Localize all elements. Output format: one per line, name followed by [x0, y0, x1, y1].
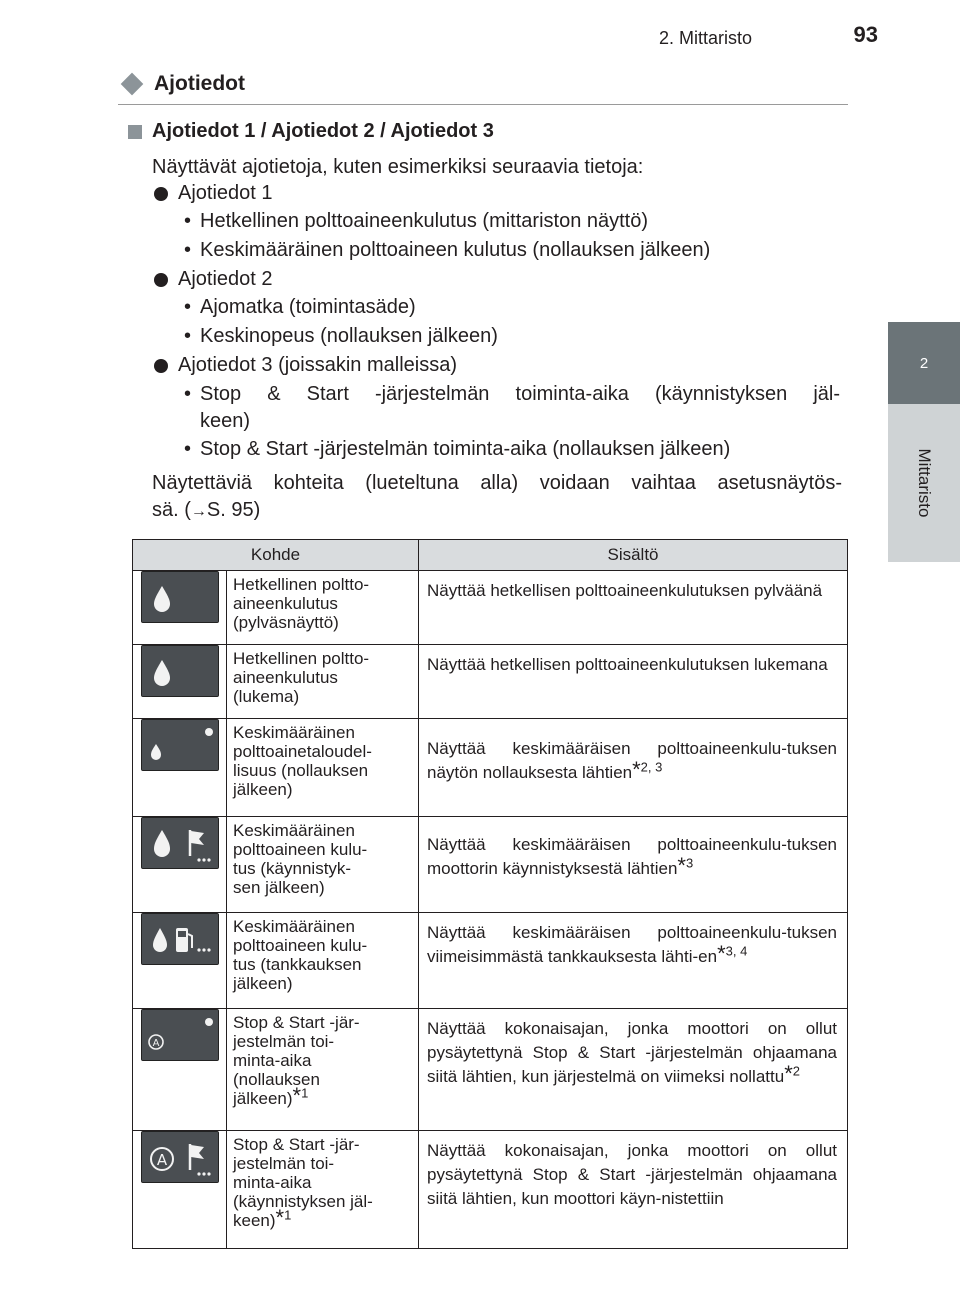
- diamond-icon: [121, 73, 144, 96]
- outro-text: [152, 470, 842, 525]
- row-description: [419, 645, 848, 719]
- group-title: Ajotiedot 1: [178, 182, 273, 204]
- description-text: Näyttää keskimääräisen polttoaineenkulu-tuksen moottorin käynnistyksestä lähtien: [427, 835, 837, 878]
- row-description: Näyttää kokonaisajan, jonka moottori on ollut pysäytettynä Stop & Start -järjestelmän ohjaamana siitä lähtien, kun järjestelmä on viimeksi nollattu*$^2$: [419, 1009, 848, 1131]
- table-row: [133, 1009, 848, 1131]
- bullet-dot-icon: [154, 273, 168, 287]
- row-icon-cell: [133, 1131, 227, 1249]
- list-item: • Ajomatka (toimintasäde): [184, 296, 416, 318]
- list-item: • Hetkellinen polttoaineenkulutus (mittariston näyttö): [184, 210, 649, 232]
- column-header-content: Sisältö: [419, 540, 848, 571]
- table-row: [133, 719, 848, 817]
- row-item: Stop & Start -jär- jestelmän toi- minta-aika (nollauksen jälkeen)*$^1$: [227, 1009, 419, 1131]
- table-row: [133, 913, 848, 1009]
- column-header-item: Kohde: [133, 540, 419, 571]
- description-text: Näyttää kokonaisajan, jonka moottori on ollut pysäytettynä Stop & Start -järjestelmän ohjaamana siitä lähtien, kun moottori käyn-nistettiin: [427, 1141, 837, 1208]
- row-item: Hetkellinen poltto- aineenkulutus (lukema): [227, 645, 419, 719]
- chapter-title: 2. Mittaristo: [658, 28, 752, 48]
- stop-start-reset-icon: [141, 1009, 219, 1061]
- table-row: [133, 1131, 848, 1249]
- table-header-row: [133, 540, 848, 571]
- row-item: Hetkellinen poltto- aineenkulutus (pylväsnäyttö): [227, 571, 419, 645]
- page-number: 93: [853, 22, 878, 47]
- row-icon-cell: [133, 645, 227, 719]
- footnote-ref: 1: [284, 1207, 292, 1223]
- list-item-text: Hetkellinen polttoaineenkulutus (mittariston näyttö): [200, 210, 649, 232]
- footnote-ref: 1: [301, 1085, 309, 1101]
- chapter-tab: [888, 404, 960, 562]
- row-item: Keskimääräinen polttoainetaloudel- lisuus (nollauksen jälkeen): [227, 719, 419, 817]
- row-icon-cell: [133, 1009, 227, 1131]
- row-icon-cell: [133, 571, 227, 645]
- chapter-tab-label: Mittaristo: [915, 448, 934, 518]
- description-text: Näyttää hetkellisen polttoaineenkulutuksen lukemana: [427, 655, 828, 674]
- group-title: Ajotiedot 3 (joissakin malleissa): [178, 354, 458, 376]
- list-item-text: Ajomatka (toimintasäde): [200, 296, 416, 318]
- description-text: Näyttää keskimääräisen polttoaineenkulu-tuksen viimeisimmästä tankkauksesta lähti-en: [427, 923, 837, 966]
- section-title: [118, 72, 848, 105]
- group-1-title: [152, 182, 273, 205]
- description-text: Näyttää keskimääräisen polttoaineenkulu-tuksen näytön nollauksesta lähtien: [427, 739, 837, 782]
- fuel-drop-bar-icon: [141, 571, 219, 623]
- fuel-drop-icon: [141, 645, 219, 697]
- row-icon-cell: [133, 913, 227, 1009]
- group-3-title: [152, 354, 457, 377]
- table-row: [133, 571, 848, 645]
- item-text: Stop & Start -jär- jestelmän toi- minta-aika (käynnistyksen jäl- keen): [233, 1135, 373, 1230]
- outro-line-2: [152, 497, 842, 525]
- table-row: [133, 645, 848, 719]
- page-reference-link[interactable]: S. 95): [206, 499, 261, 521]
- description-text: Näyttää hetkellisen polttoaineenkulutuksen pylväänä: [427, 581, 823, 600]
- description-text: Näyttää kokonaisajan, jonka moottori on ollut pysäytettynä Stop & Start -järjestelmän ohjaamana siitä lähtien, kun järjestelmä on viimeksi nollattu: [427, 1019, 837, 1086]
- row-description: [419, 571, 848, 645]
- chapter-tab-number: 2: [888, 322, 960, 404]
- list-item: • Stop & Start -järjestelmän toiminta-aika (nollauksen jälkeen): [184, 438, 731, 460]
- list-item: • Keskimääräinen polttoaineen kulutus (nollauksen jälkeen): [184, 239, 711, 261]
- outro-line-1: Näytettäviä kohteita (lueteltuna alla) voidaan vaihtaa asetusnäytös-: [152, 472, 842, 494]
- row-description: Näyttää keskimääräisen polttoaineenkulu-tuksen viimeisimmästä tankkauksesta lähti-en*$^{3, 4}$: [419, 913, 848, 1009]
- list-item: • Stop & Start -järjestelmän toiminta-aika (käynnistyksen jäl- keen): [184, 381, 840, 435]
- list-item-text: Keskimääräinen polttoaineen kulutus (nollauksen jälkeen): [200, 239, 711, 261]
- group-title: Ajotiedot 2: [178, 268, 273, 290]
- group-2-title: [152, 268, 273, 291]
- row-icon-cell: [133, 817, 227, 913]
- bullet-dot-icon: [154, 359, 168, 373]
- footnote-ref: 2: [792, 1063, 800, 1079]
- outro-prefix: sä. (: [152, 499, 191, 521]
- fuel-drop-pump-icon: [141, 913, 219, 965]
- list-item-text: Stop & Start -järjestelmän toiminta-aika (käynnistyksen jäl-: [200, 383, 840, 405]
- row-item: Keskimääräinen polttoaineen kulu- tus (tankkauksen jälkeen): [227, 913, 419, 1009]
- row-description: [419, 1131, 848, 1249]
- square-bullet-icon: [128, 125, 142, 139]
- intro-text: Näyttävät ajotietoja, kuten esimerkiksi seuraavia tietoja:: [152, 156, 644, 178]
- list-item-text-cont: keen): [200, 410, 251, 432]
- footnote-ref: 2, 3: [640, 759, 663, 775]
- subsection-title: [128, 120, 494, 143]
- bullet-dot-icon: [154, 187, 168, 201]
- svg-text:A: A: [152, 1038, 159, 1049]
- row-item: Keskimääräinen polttoaineen kulu- tus (käynnistyk- sen jälkeen): [227, 817, 419, 913]
- fuel-drop-flag-icon: [141, 817, 219, 869]
- trip-info-table: [132, 539, 848, 1249]
- table-row: [133, 817, 848, 913]
- item-text: Stop & Start -jär- jestelmän toi- minta-aika (nollauksen jälkeen): [233, 1013, 360, 1108]
- row-item: Stop & Start -jär- jestelmän toi- minta-aika (käynnistyksen jäl- keen)*$^1$: [227, 1131, 419, 1249]
- footnote-ref: 3: [685, 855, 694, 871]
- subsection-title-text: Ajotiedot 1 / Ajotiedot 2 / Ajotiedot 3: [152, 120, 494, 142]
- row-description: Näyttää keskimääräisen polttoaineenkulu-tuksen moottorin käynnistyksestä lähtien*$^3$: [419, 817, 848, 913]
- row-description: Näyttää keskimääräisen polttoaineenkulu-tuksen näytön nollauksesta lähtien*$^{2, 3}$: [419, 719, 848, 817]
- stop-start-flag-icon: [141, 1131, 219, 1183]
- list-item-text: Keskinopeus (nollauksen jälkeen): [200, 325, 498, 347]
- section-title-text: Ajotiedot: [154, 72, 245, 95]
- list-item: • Keskinopeus (nollauksen jälkeen): [184, 325, 498, 347]
- fuel-drop-reset-icon: [141, 719, 219, 771]
- footnote-ref: 3, 4: [725, 943, 748, 959]
- list-item-text: Stop & Start -järjestelmän toiminta-aika (nollauksen jälkeen): [200, 438, 731, 460]
- svg-text:A: A: [156, 1151, 167, 1169]
- arrow-right-icon: →: [190, 503, 207, 520]
- row-icon-cell: [133, 719, 227, 817]
